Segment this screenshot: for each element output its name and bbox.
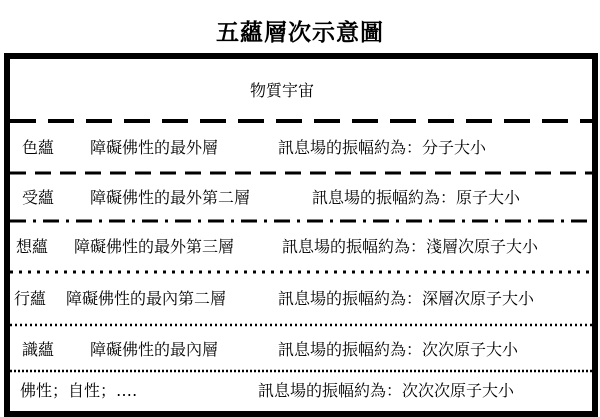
info-label: 訊息場的振幅約為：原子大小 bbox=[312, 188, 521, 207]
barrier-label: 障礙佛性的最內層 bbox=[90, 340, 219, 359]
barrier-label: 障礙佛性的最內第二層 bbox=[66, 289, 227, 308]
diagram-title: 五蘊層次示意圖 bbox=[216, 20, 384, 46]
info-label: 訊息場的振幅約為：分子大小 bbox=[278, 138, 487, 157]
skandha-label: 識蘊 bbox=[22, 340, 55, 359]
barrier-label: 障礙佛性的最外第二層 bbox=[90, 188, 251, 207]
barrier-label: 障礙佛性的最外層 bbox=[90, 138, 219, 157]
skandha-label: 想蘊 bbox=[16, 237, 49, 256]
barrier-label: 障礙佛性的最外第三層 bbox=[74, 237, 235, 256]
info-label: 訊息場的振幅約為：次次次原子大小 bbox=[258, 381, 515, 400]
info-label: 訊息場的振幅約為：深層次原子大小 bbox=[278, 289, 535, 308]
info-label: 訊息場的振幅約為：次次原子大小 bbox=[278, 340, 519, 359]
info-label: 訊息場的振幅約為：淺層次原子大小 bbox=[282, 237, 539, 256]
skandha-label: 色蘊 bbox=[22, 138, 55, 157]
skandha-label: 佛性；自性；‥‥ bbox=[20, 381, 138, 400]
skandha-label: 行蘊 bbox=[14, 289, 47, 308]
diagram-frame bbox=[4, 53, 598, 417]
header-label: 物質宇宙 bbox=[250, 81, 315, 100]
skandha-label: 受蘊 bbox=[22, 188, 55, 207]
